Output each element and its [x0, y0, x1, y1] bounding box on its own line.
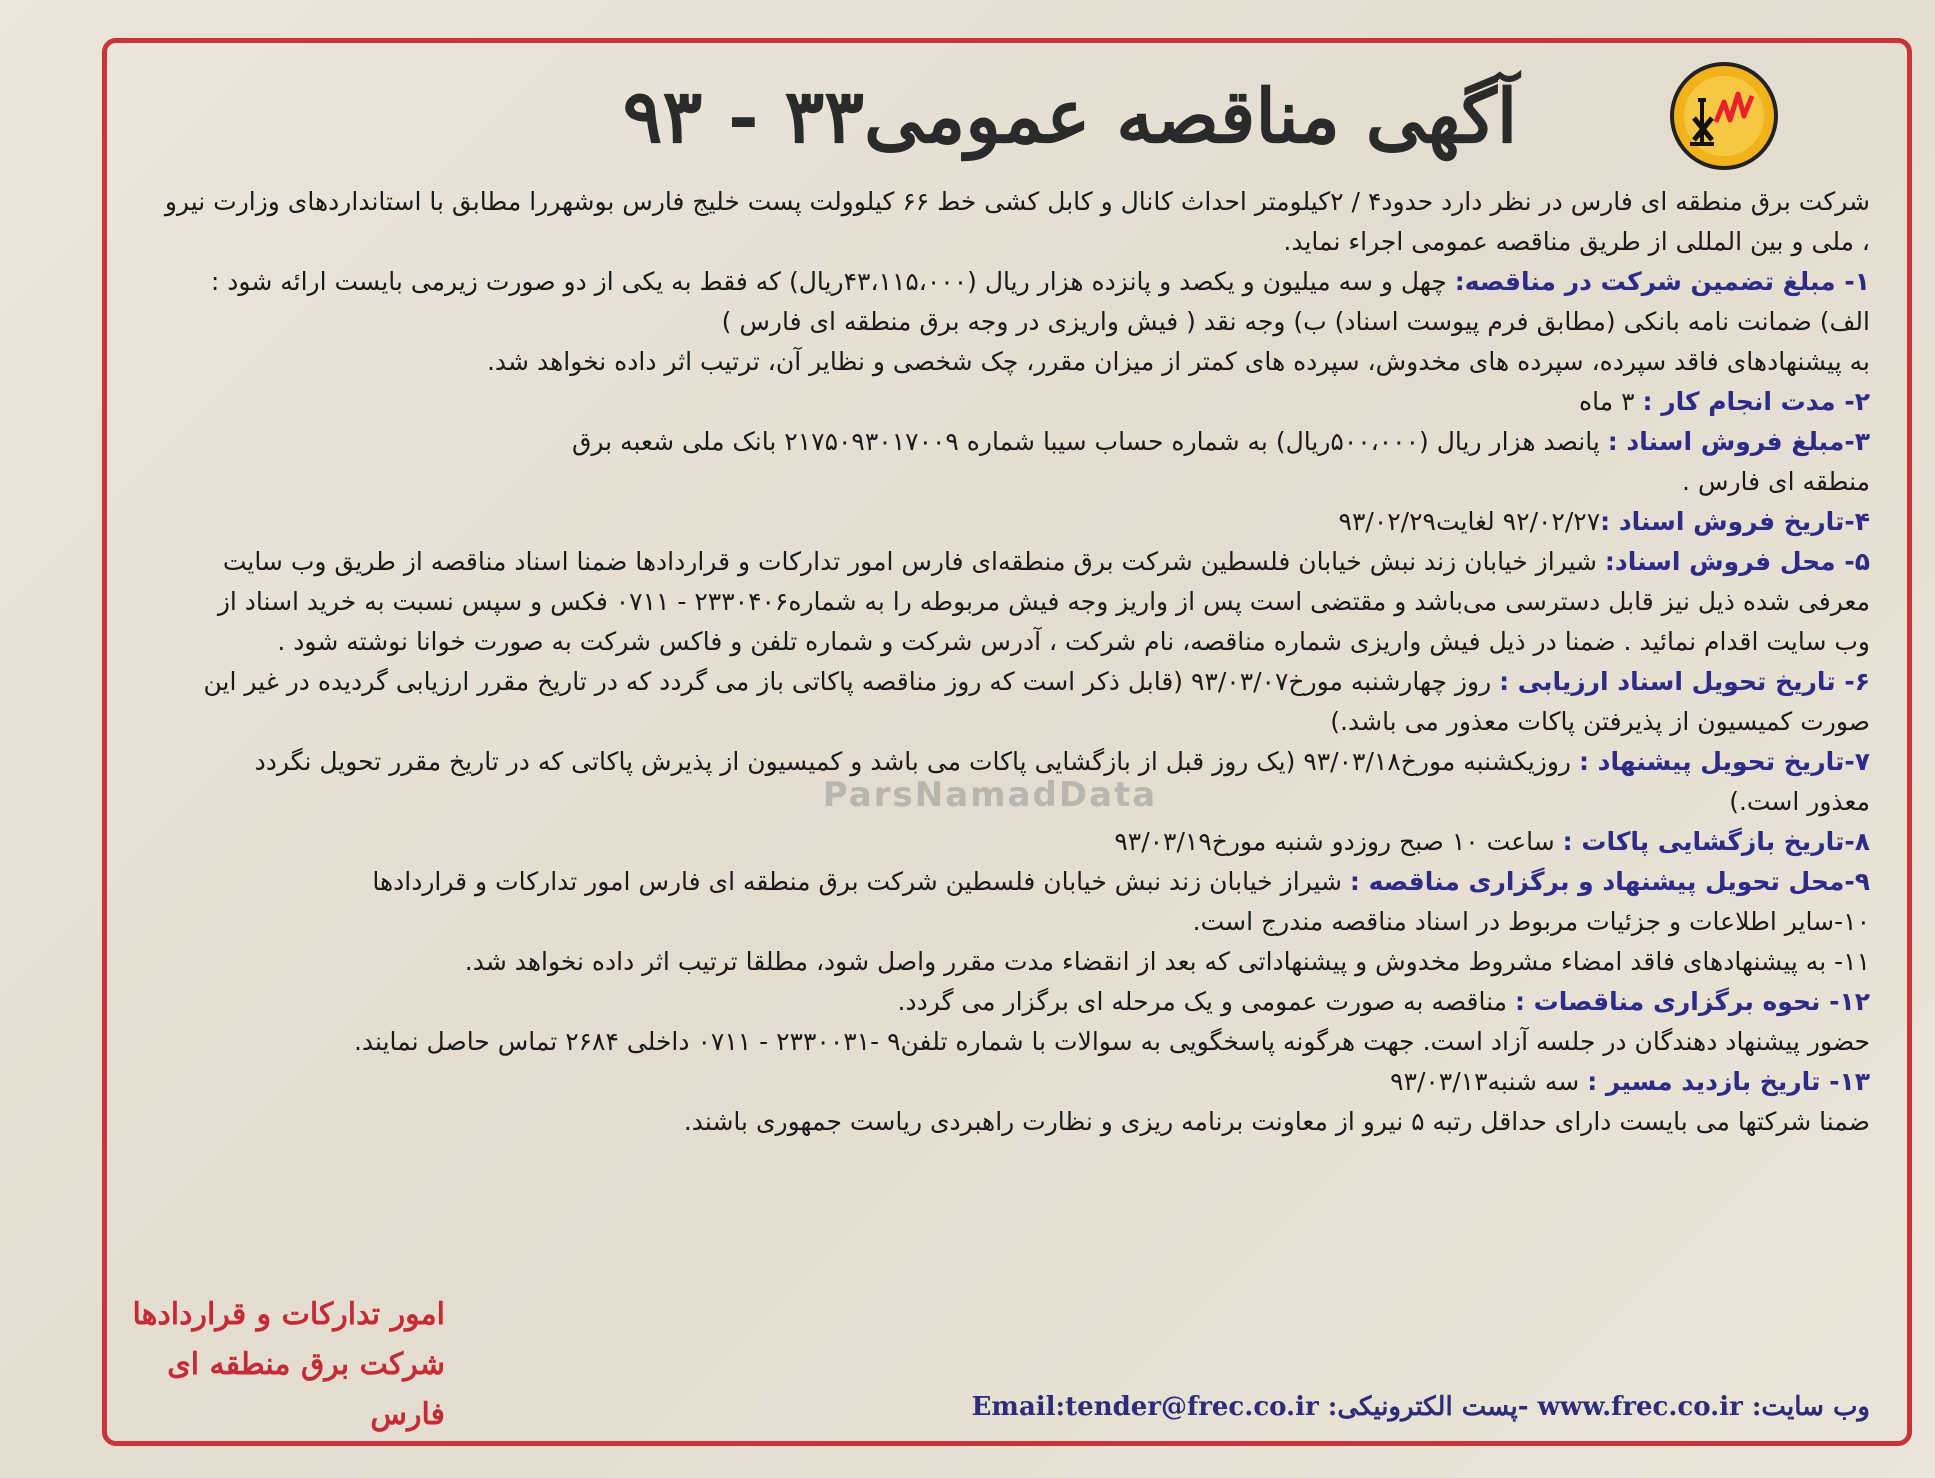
notice-item [115, 382, 1870, 422]
item-text: روز چهارشنبه مورخ۹۳/۰۳/۰۷ (قابل ذکر است که روز مناقصه پاکاتی باز می گردد که در تاریخ مقرر ارزیابی گردیده در غیر این [203, 667, 1500, 696]
item-text: پانصد هزار ریال (۵۰۰،۰۰۰ریال) به شماره حساب سیبا شماره ۲۱۷۵۰۹۳۰۱۷۰۰۹ بانک ملی شعبه برق [571, 427, 1608, 456]
notice-item [115, 702, 1870, 742]
intro-line: شرکت برق منطقه ای فارس در نظر دارد حدود۴ / ۲کیلومتر احداث کانال و کابل کشی خط ۶۶ کیلوولت پست خلیج فارس بوشهررا مطابق با استانداردهای وزارت نیرو [164, 187, 1870, 216]
signature-line: شرکت برق منطقه ای فارس [167, 1347, 445, 1432]
item-text: ساعت ۱۰ صبح روزدو شنبه مورخ۹۳/۰۳/۱۹ [1114, 827, 1563, 856]
notice-item [115, 302, 1870, 342]
company-logo-icon [1668, 60, 1780, 172]
signature [105, 1290, 445, 1440]
intro-line: ، ملی و بین المللی از طریق مناقصه عمومی اجراء نماید. [1283, 227, 1870, 256]
watermark: ParsNamadData [822, 775, 1158, 815]
page-title: آگهی مناقصه عمومی۳۳ - ۹۳ [622, 74, 1518, 160]
item-text: معذور است.) [1729, 787, 1870, 816]
notice-item [115, 662, 1870, 702]
item-text: ۳ ماه [1579, 387, 1643, 416]
contact-footer: وب سایت: www.frec.co.ir -پست الکترونیکی: Email:tender@frec.co.ir [971, 1392, 1870, 1422]
notice-item [115, 1022, 1870, 1062]
notice-body [115, 182, 1870, 1142]
notice-item [115, 262, 1870, 302]
item-heading: ۸-تاریخ بازگشایی پاکات : [1562, 827, 1870, 856]
item-heading: ۵- محل فروش اسناد: [1604, 547, 1870, 576]
item-text: حضور پیشنهاد دهندگان در جلسه آزاد است. جهت هرگونه پاسخگویی به سوالات با شماره تلفن۹ -۲۳۳۰۰۳۱ - ۰۷۱۱ داخلی ۲۶۸۴ تماس حاصل نمایند. [353, 1027, 1870, 1056]
item-heading: ۱۳- تاریخ بازدید مسیر : [1587, 1067, 1870, 1096]
item-text: ۱۱- به پیشنهادهای فاقد امضاء مشروط مخدوش و پیشنهاداتی که بعد از انقضاء مدت مقرر واصل شود، مطلقا ترتیب اثر داده نخواهد شد. [464, 947, 1870, 976]
item-text: چهل و سه میلیون و یکصد و پانزده هزار ریال (۴۳،۱۱۵،۰۰۰ریال) که فقط به یکی از دو صورت زیرمی بایست ارائه شود : [210, 267, 1455, 296]
item-text: منطقه ای فارس . [1682, 467, 1870, 496]
item-text: سه شنبه۹۳/۰۳/۱۳ [1390, 1067, 1588, 1096]
item-heading: ۴-تاریخ فروش اسناد : [1600, 507, 1870, 536]
item-text: به پیشنهادهای فاقد سپرده، سپرده های مخدوش، سپرده های کمتر از میزان مقرر، چک شخصی و نظایر آن، ترتیب اثر داده نخواهد شد. [486, 347, 1870, 376]
item-text: معرفی شده ذیل نیز قابل دسترسی می‌باشد و مقتضی است پس از واریز وجه فیش مربوطه را به شماره۲۳۳۰۴۰۶ - ۰۷۱۱ فکس و سپس نسبت به خرید اسناد از [217, 587, 1870, 616]
item-text: ۹۲/۰۲/۲۷ لغایت۹۳/۰۲/۲۹ [1338, 507, 1601, 536]
item-heading: ۱- مبلغ تضمین شرکت در مناقصه: [1454, 267, 1870, 296]
notice-item [115, 622, 1870, 662]
notice-item [115, 902, 1870, 942]
item-heading: ۶- تاریخ تحویل اسناد ارزیابی : [1499, 667, 1870, 696]
item-text: شیراز خیابان زند نبش خیابان فلسطین شرکت برق منطقه‌ای فارس امور تدارکات و قراردادها ضمنا اسناد مناقصه از طریق وب سایت [222, 547, 1605, 576]
item-text: وب سایت اقدام نمائید . ضمنا در ذیل فیش واریزی شماره مناقصه، نام شرکت ، آدرس شرکت و شماره تلفن و فاکس شرکت به صورت خوانا نوشته شود . [277, 627, 1870, 656]
item-heading: ۳-مبلغ فروش اسناد : [1607, 427, 1870, 456]
notice-item [115, 1062, 1870, 1102]
notice-item [115, 502, 1870, 542]
notice-item [115, 342, 1870, 382]
item-heading: ۱۲- نحوه برگزاری مناقصات : [1514, 987, 1870, 1016]
notice-item [115, 1102, 1870, 1142]
item-text: مناقصه به صورت عمومی و یک مرحله ای برگزار می گردد. [897, 987, 1515, 1016]
item-text: روزیکشنبه مورخ۹۳/۰۳/۱۸ (یک روز قبل از بازگشایی پاکات می باشد و کمیسیون از پذیرش پاکاتی که در تاریخ مقرر تحویل نگردد [254, 747, 1579, 776]
item-text: ضمنا شرکتها می بایست دارای حداقل رتبه ۵ نیرو از معاونت برنامه ریزی و نظارت راهبردی ریاست جمهوری باشند. [683, 1107, 1870, 1136]
notice-item [115, 542, 1870, 582]
notice-item [115, 982, 1870, 1022]
item-heading: ۲- مدت انجام کار : [1642, 387, 1870, 416]
item-heading: ۷-تاریخ تحویل پیشنهاد : [1578, 747, 1870, 776]
notice-item [115, 462, 1870, 502]
notice-item [115, 862, 1870, 902]
item-text: شیراز خیابان زند نبش خیابان فلسطین شرکت برق منطقه ای فارس امور تدارکات و قراردادها [372, 867, 1350, 896]
item-text: صورت کمیسیون از پذیرفتن پاکات معذور می باشد.) [1330, 707, 1870, 736]
item-heading: ۹-محل تحویل پیشنهاد و برگزاری مناقصه : [1349, 867, 1870, 896]
notice-item [115, 422, 1870, 462]
notice-item [115, 942, 1870, 982]
item-text: الف) ضمانت نامه بانکی (مطابق فرم پیوست اسناد) ب) وجه نقد ( فیش واریزی در وجه برق منطقه ای فارس ) [721, 307, 1870, 336]
signature-line: امور تدارکات و قراردادها [132, 1297, 445, 1332]
notice-item [115, 582, 1870, 622]
item-text: ۱۰-سایر اطلاعات و جزئیات مربوط در اسناد مناقصه مندرج است. [1192, 907, 1870, 936]
